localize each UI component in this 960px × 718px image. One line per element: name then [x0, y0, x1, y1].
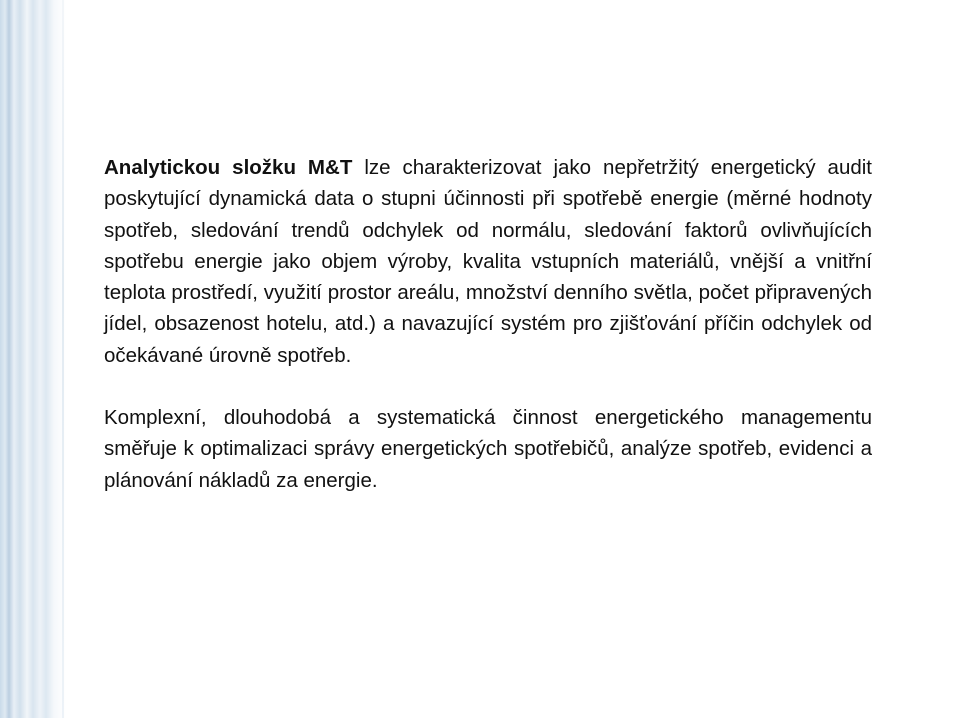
slide-content	[104, 152, 872, 496]
decorative-left-band	[0, 0, 66, 718]
decorative-band-edge	[62, 0, 64, 718]
paragraph-analytics-body: lze charakterizovat jako nepřetržitý energetický audit poskytující dynamická data o stupni účinnosti při spotřebě energie (měrné hodnoty spotřeb, sledování trendů odchylek od normálu, sledování faktorů ovlivňujících spotřebu energie jako objem výroby, kvalita vstupních materiálů, vnější a vnitřní teplota prostředí, využití prostor areálu, množství denního světla, počet připravených jídel, obsazenost hotelu, atd.) a navazující systém pro zjišťování příčin odchylek od očekávané úrovně spotřeb.	[104, 156, 872, 367]
paragraph-management: Komplexní, dlouhodobá a systematická činnost energetického managementu směřuje k optimalizaci správy energetických spotřebičů, analýze spotřeb, evidenci a plánování nákladů za energie.	[104, 406, 872, 492]
paragraph-analytics-lead: Analytickou složku M&T	[104, 156, 353, 179]
paragraph-analytics	[104, 152, 872, 371]
